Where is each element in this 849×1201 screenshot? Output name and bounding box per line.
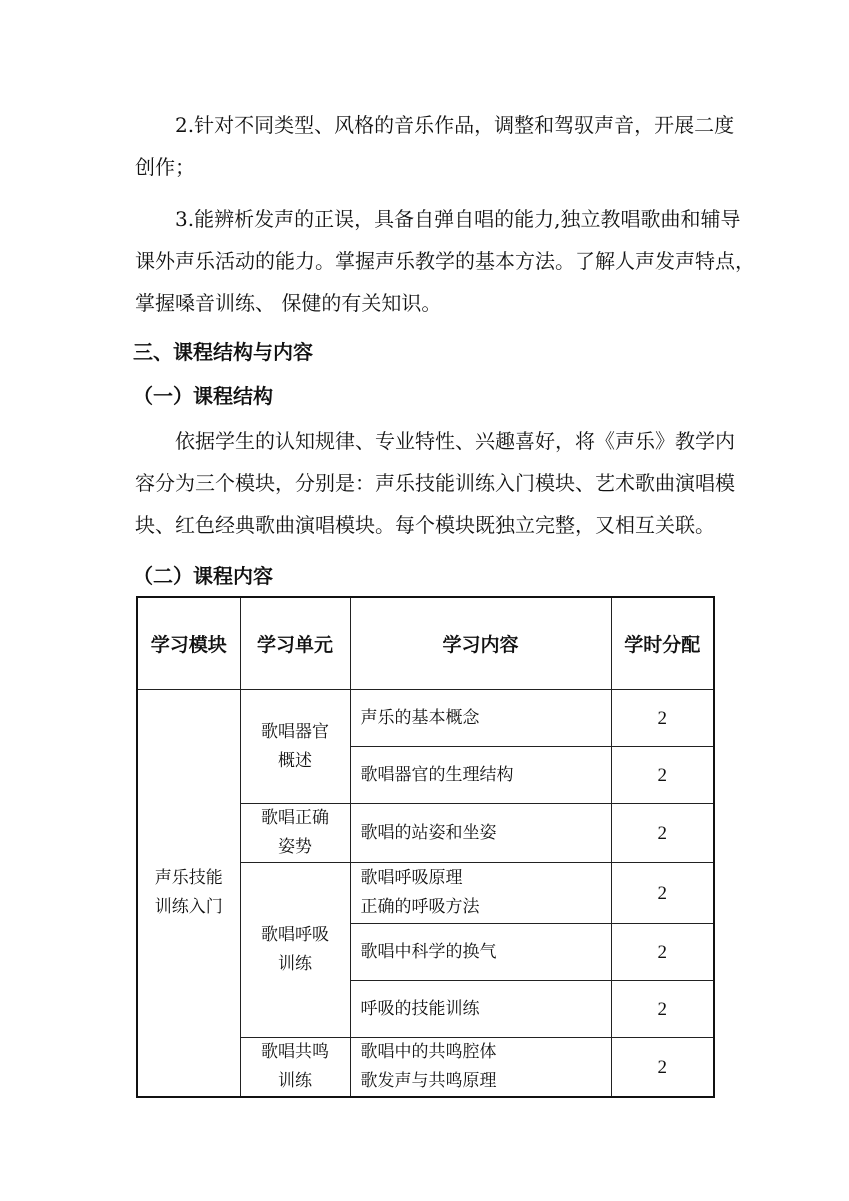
- hours-cell: 2: [611, 981, 714, 1038]
- hours-cell: 2: [611, 1038, 714, 1098]
- table-row: [137, 690, 714, 747]
- unit-cell: [240, 690, 350, 804]
- hours-cell: 2: [611, 863, 714, 924]
- header-unit: 学习单元: [240, 597, 350, 690]
- header-module: 学习模块: [137, 597, 240, 690]
- content-line: 歌唱中的共鸣腔体: [360, 1042, 497, 1062]
- header-content: 学习内容: [350, 597, 611, 690]
- content-line: 歌唱器官的生理结构: [360, 764, 514, 785]
- content-line: 歌唱呼吸原理: [360, 868, 463, 888]
- unit-line: 概述: [278, 750, 312, 771]
- content-cell: [350, 1038, 611, 1098]
- hours-cell: 2: [611, 690, 714, 747]
- text-line: 创作；: [135, 155, 195, 179]
- text-line: 块、红色经典歌曲演唱模块。每个模块既独立完整，又相互关联。: [135, 513, 715, 537]
- unit-cell: [240, 863, 350, 1038]
- content-cell: [350, 747, 611, 804]
- structure-paragraph: [135, 420, 735, 546]
- hours-cell: 2: [611, 804, 714, 863]
- module-line: 声乐技能: [154, 868, 223, 888]
- content-cell: [350, 690, 611, 747]
- content-line: 歌发声与共鸣原理: [360, 1071, 497, 1091]
- unit-line: 歌唱正确: [261, 808, 329, 828]
- content-line: 声乐的基本概念: [360, 707, 480, 728]
- unit-line: 训练: [278, 954, 312, 974]
- text-line: 掌握嗓音训练、 保健的有关知识。: [135, 291, 442, 315]
- module-line: 训练入门: [154, 897, 223, 917]
- header-hours: 学时分配: [611, 597, 714, 690]
- content-cell: [350, 981, 611, 1038]
- content-line: 歌唱中科学的换气: [360, 941, 497, 962]
- text-line: 依据学生的认知规律、专业特性、兴趣喜好，将《声乐》教学内: [175, 429, 735, 453]
- course-content-table: [136, 596, 715, 1098]
- text-line: 3.能辨析发声的正误，具备自弹自唱的能力,独立教唱歌曲和辅导: [175, 207, 741, 231]
- section-heading: 三、课程结构与内容: [133, 340, 313, 364]
- text-line: 容分为三个模块，分别是：声乐技能训练入门模块、艺术歌曲演唱模: [135, 471, 735, 495]
- unit-cell: [240, 1038, 350, 1098]
- content-line: 正确的呼吸方法: [360, 897, 480, 917]
- module-cell: [137, 690, 240, 1098]
- unit-cell: [240, 804, 350, 863]
- content-cell: [350, 863, 611, 924]
- paragraph-item-3: [135, 198, 755, 324]
- text-line: 课外声乐活动的能力。掌握声乐教学的基本方法。了解人声发声特点，: [135, 249, 755, 273]
- unit-line: 歌唱呼吸: [261, 925, 329, 945]
- text-line: 2.针对不同类型、风格的音乐作品，调整和驾驭声音，开展二度: [175, 113, 735, 137]
- content-line: 呼吸的技能训练: [360, 998, 480, 1019]
- subsection-heading-structure: （一）课程结构: [133, 384, 273, 408]
- subsection-heading-content: （二）课程内容: [133, 564, 273, 588]
- paragraph-item-2: [135, 104, 735, 188]
- unit-line: 姿势: [278, 837, 312, 857]
- unit-line: 训练: [278, 1071, 312, 1091]
- unit-line: 歌唱共鸣: [261, 1042, 329, 1062]
- content-line: 歌唱的站姿和坐姿: [360, 822, 497, 843]
- content-cell: [350, 804, 611, 863]
- hours-cell: 2: [611, 747, 714, 804]
- unit-line: 歌唱器官: [261, 721, 329, 742]
- content-cell: [350, 924, 611, 981]
- hours-cell: 2: [611, 924, 714, 981]
- table-header-row: [137, 597, 714, 690]
